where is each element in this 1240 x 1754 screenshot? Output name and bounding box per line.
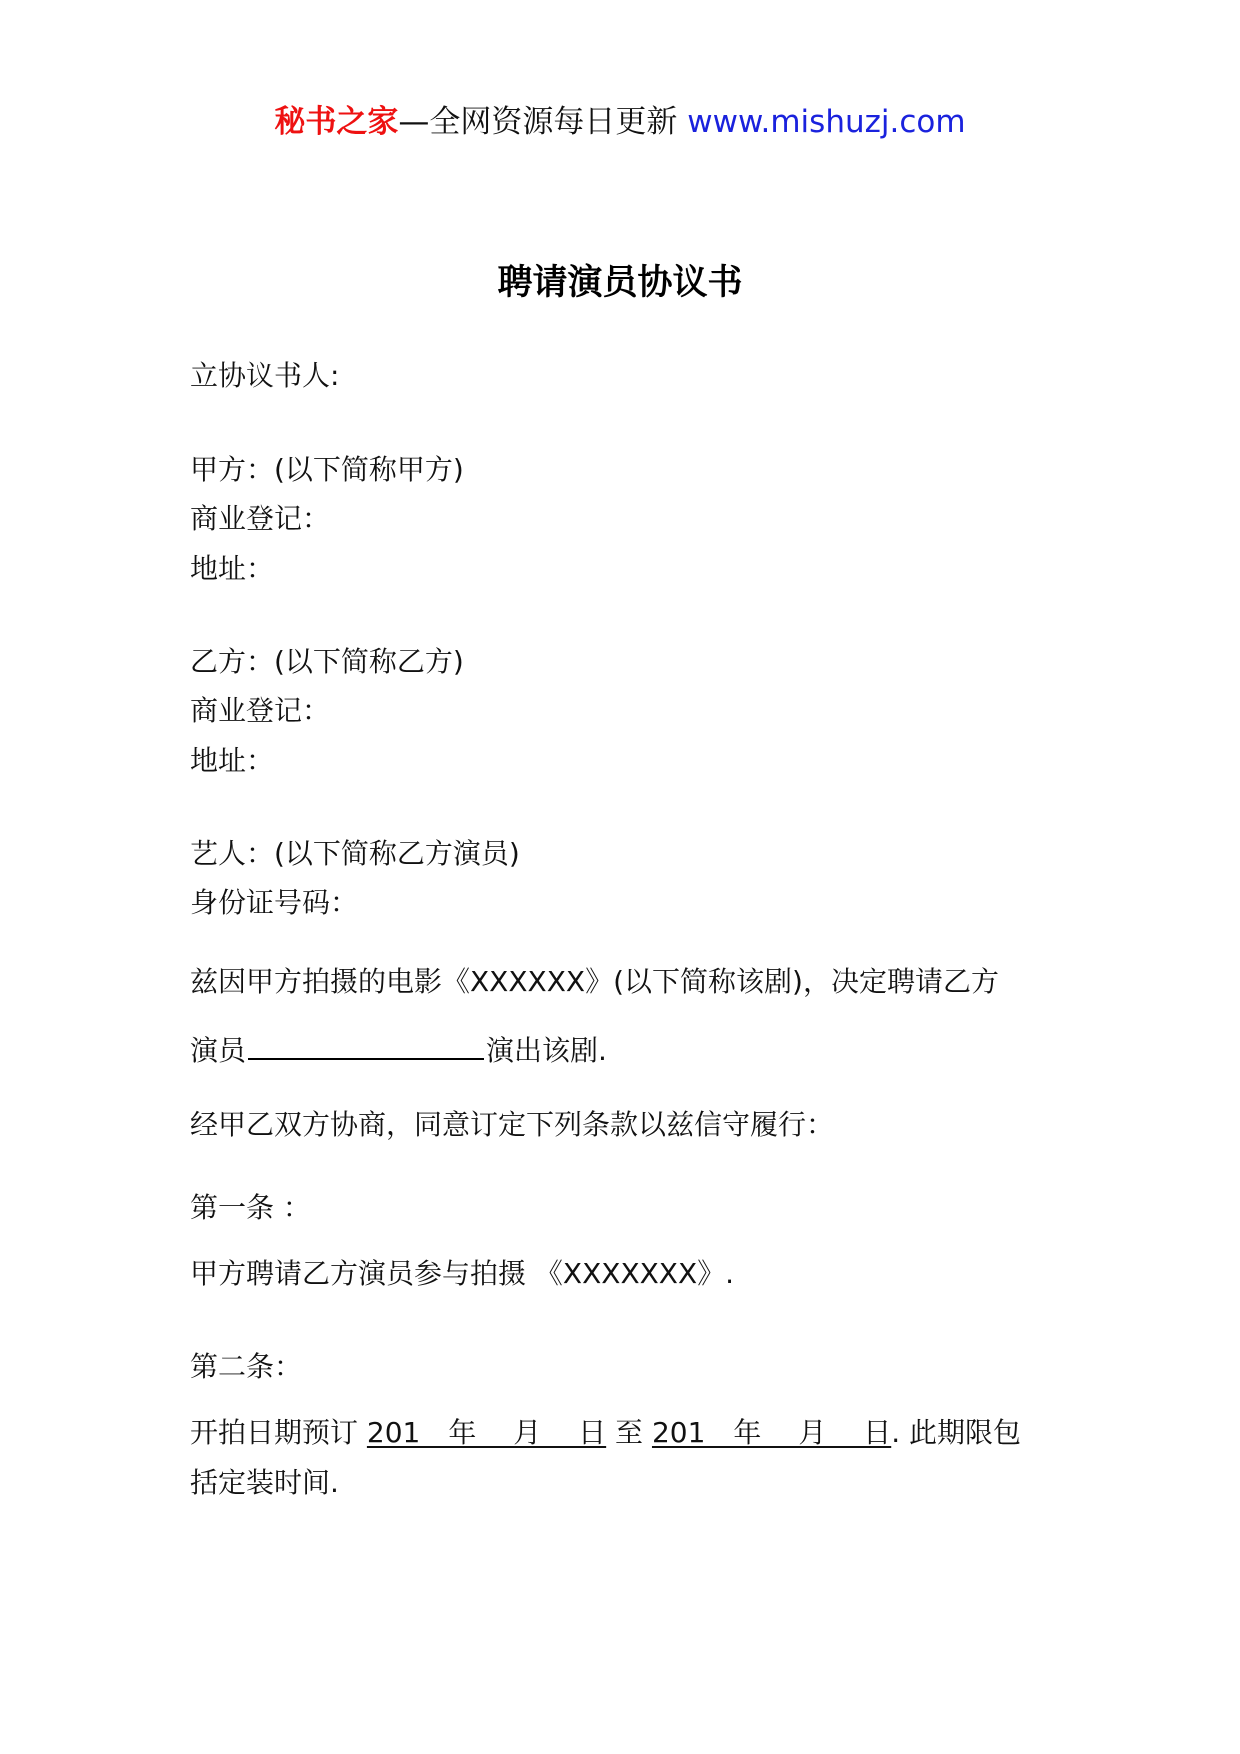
party-a-label: 甲方：(以下简称甲方) (190, 453, 464, 486)
recital-line-2 (190, 1028, 607, 1071)
article-2-heading: 第二条： (190, 1350, 303, 1383)
recital-line-1: 兹因甲方拍摄的电影《XXXXXX》(以下简称该剧)，决定聘请乙方 (190, 965, 999, 998)
recital-actor-label: 演员 (190, 1034, 247, 1067)
site-tagline: —全网资源每日更新 (398, 104, 678, 140)
article-2-start-date: 201 年 月 日 (366, 1416, 607, 1449)
document-title: 聘请演员协议书 (497, 262, 743, 303)
article-2-prefix: 开拍日期预订 (190, 1416, 367, 1449)
signatories-label: 立协议书人: (190, 359, 340, 392)
party-a-registration: 商业登记： (190, 502, 331, 535)
agreement-intro: 经甲乙双方协商，同意订定下列条款以兹信守履行： (190, 1108, 835, 1141)
party-b-address: 地址： (190, 744, 275, 777)
party-a-address: 地址： (190, 552, 275, 585)
artist-id-number: 身份证号码： (190, 886, 359, 919)
article-2-end-date: 201 年 月 日 (651, 1416, 892, 1449)
article-2-line-1 (190, 1413, 1021, 1453)
article-1-heading: 第一条 ： (190, 1191, 311, 1224)
actor-name-blank (248, 1028, 484, 1060)
article-2-suffix: . 此期限包 (891, 1416, 1022, 1449)
article-2-line-2: 括定装时间. (190, 1466, 339, 1499)
site-url-link[interactable]: www.mishuzj.com (687, 104, 966, 140)
artist-label: 艺人：(以下简称乙方演员) (190, 837, 520, 870)
party-b-label: 乙方：(以下简称乙方) (190, 645, 464, 678)
recital-perform-text: 演出该剧. (486, 1034, 607, 1067)
site-brand: 秘书之家 (274, 104, 399, 140)
article-2-to: 至 (606, 1416, 652, 1449)
party-b-registration: 商业登记： (190, 694, 331, 727)
site-header (0, 98, 1240, 146)
article-1-text: 甲方聘请乙方演员参与拍摄 《XXXXXXX》. (190, 1257, 735, 1290)
